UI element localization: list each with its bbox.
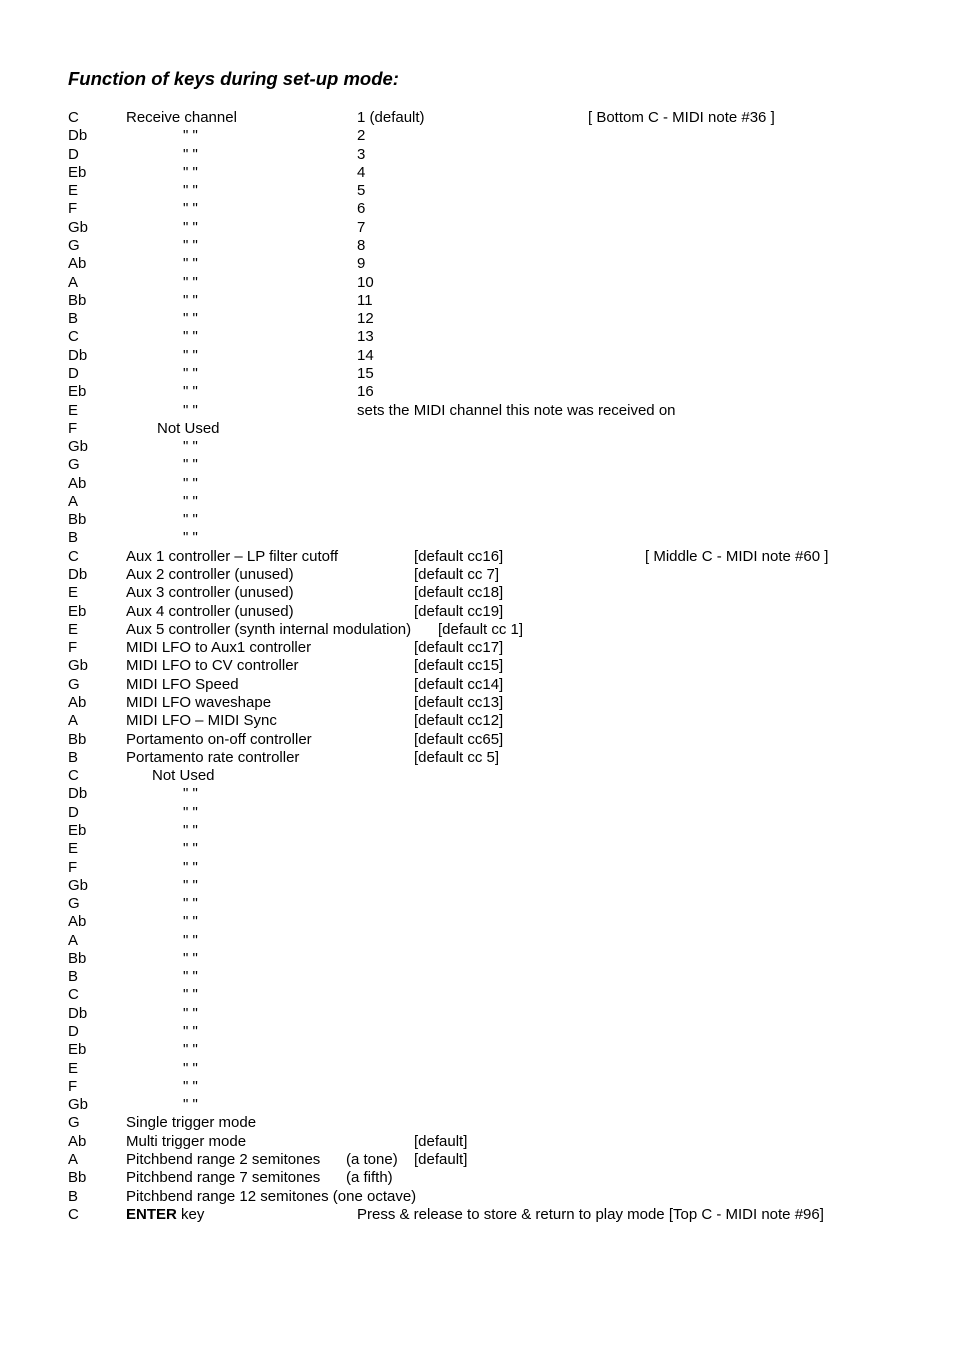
table-row	[0, 1078, 954, 1096]
note-name: E	[68, 1059, 79, 1077]
note-name: Bb	[68, 949, 87, 967]
note-name: Ab	[68, 255, 87, 273]
key-function: " "	[183, 511, 198, 529]
note-name: A	[68, 1151, 79, 1168]
table-row	[0, 822, 954, 840]
note-name: Db	[68, 127, 88, 145]
note-name: D	[68, 145, 79, 163]
key-function: Aux 2 controller (unused)	[126, 566, 294, 583]
table-row	[0, 164, 954, 182]
table-row	[0, 146, 954, 164]
note-name: Bb	[68, 511, 87, 529]
value-cell: 1 (default)	[357, 109, 425, 126]
table-row	[0, 1133, 954, 1151]
table-row	[0, 950, 954, 968]
value-cell: 11	[357, 291, 373, 309]
value-cell: 3	[357, 145, 366, 163]
table-row	[0, 712, 954, 730]
key-function: " "	[183, 840, 198, 858]
value-cell: [default cc17]	[414, 639, 504, 657]
table-row	[0, 292, 954, 310]
key-function: " "	[183, 492, 198, 510]
key-function: " "	[183, 876, 198, 894]
key-function: " "	[183, 474, 198, 492]
key-function: Aux 3 controller (unused)	[126, 584, 294, 602]
value-cell: [default cc18]	[414, 584, 504, 602]
key-function	[126, 1206, 204, 1224]
interval-note: (a tone)	[346, 1151, 398, 1168]
table-row	[0, 785, 954, 803]
note-name: Gb	[68, 876, 89, 894]
note-name: E	[68, 401, 79, 419]
table-row	[0, 548, 954, 566]
value-cell: 6	[357, 200, 366, 218]
table-row	[0, 840, 954, 858]
key-function: " "	[183, 310, 198, 328]
note-name: Bb	[68, 291, 87, 309]
key-function: " "	[183, 127, 198, 145]
key-function: " "	[183, 200, 198, 218]
note-name: C	[68, 547, 79, 565]
key-function: " "	[183, 383, 198, 401]
value-cell: sets the MIDI channel this note was received on	[357, 401, 676, 419]
table-row	[0, 1188, 954, 1206]
note-name: Bb	[68, 1169, 87, 1187]
note-name: B	[68, 1187, 79, 1205]
key-function: " "	[183, 255, 198, 273]
table-row	[0, 859, 954, 877]
note-name: Eb	[68, 602, 87, 620]
key-function: MIDI LFO waveshape	[126, 694, 272, 711]
note-name: F	[68, 200, 78, 218]
table-row	[0, 1023, 954, 1041]
table-row	[0, 694, 954, 712]
table-row	[0, 402, 954, 420]
note-name: D	[68, 1023, 79, 1040]
value-cell: [default cc12]	[414, 712, 504, 730]
key-function: MIDI LFO to Aux1 controller	[126, 639, 312, 657]
table-row	[0, 1060, 954, 1078]
table-row	[0, 237, 954, 255]
note-name: F	[68, 639, 78, 657]
key-function: " "	[183, 785, 198, 803]
table-row	[0, 566, 954, 584]
value-cell: 12	[357, 310, 374, 328]
key-function: " "	[183, 145, 198, 163]
key-function: " "	[183, 1004, 198, 1022]
note-name: C	[68, 328, 79, 346]
key-function: " "	[183, 182, 198, 200]
key-function: MIDI LFO – MIDI Sync	[126, 712, 277, 730]
key-function: Aux 4 controller (unused)	[126, 602, 294, 620]
note-name: Db	[68, 785, 88, 803]
value-cell: [default cc15]	[414, 657, 504, 675]
table-row	[0, 328, 954, 346]
note-name: E	[68, 584, 79, 602]
value-cell: Press & release to store & return to play mode [Top C - MIDI note #96]	[357, 1205, 824, 1223]
key-function: " "	[183, 968, 198, 986]
table-row	[0, 127, 954, 145]
note-name: G	[68, 456, 80, 474]
note-name: Gb	[68, 1096, 89, 1114]
value-cell: [default]	[414, 1132, 468, 1150]
note-name: B	[68, 310, 79, 328]
table-row	[0, 420, 954, 438]
key-function: " "	[183, 401, 198, 419]
value-cell: 9	[357, 255, 366, 273]
value-cell: [default cc 1]	[438, 620, 524, 638]
table-row	[0, 986, 954, 1004]
note-name: G	[68, 237, 80, 254]
note-name: E	[68, 182, 79, 200]
value-cell: [default cc19]	[414, 602, 504, 620]
key-function: MIDI LFO to CV controller	[126, 657, 299, 675]
table-row	[0, 475, 954, 493]
note-name: C	[68, 767, 79, 785]
key-function: Receive channel	[126, 109, 237, 126]
key-function: " "	[183, 163, 198, 181]
key-function: " "	[183, 237, 198, 254]
table-row	[0, 456, 954, 474]
table-row	[0, 895, 954, 913]
key-function: " "	[183, 858, 198, 876]
table-row	[0, 584, 954, 602]
table-row	[0, 383, 954, 401]
note-name: Ab	[68, 1132, 87, 1150]
key-function: " "	[183, 913, 198, 931]
note-name: A	[68, 712, 79, 730]
table-row	[0, 749, 954, 767]
note-name: F	[68, 1077, 78, 1095]
table-row	[0, 310, 954, 328]
table-row	[0, 877, 954, 895]
key-function: Not Used	[152, 767, 215, 785]
table-row	[0, 639, 954, 657]
key-function: " "	[183, 931, 198, 949]
table-row	[0, 1005, 954, 1023]
table-row	[0, 1169, 954, 1187]
note-name: C	[68, 986, 79, 1004]
key-function: " "	[183, 1041, 198, 1059]
key-function: " "	[183, 328, 198, 346]
note-name: Ab	[68, 913, 87, 931]
key-function: Portamento on-off controller	[126, 730, 312, 748]
page-title: Function of keys during set-up mode:	[68, 68, 399, 89]
note-name: Gb	[68, 657, 89, 675]
table-row	[0, 438, 954, 456]
value-cell: 15	[357, 364, 374, 382]
key-function: " "	[183, 529, 198, 547]
note-name: Db	[68, 346, 88, 364]
key-function: Aux 5 controller (synth internal modulation)	[126, 620, 412, 638]
note-name: Eb	[68, 1041, 87, 1059]
value-cell: 4	[357, 163, 366, 181]
note-name: E	[68, 620, 79, 638]
table-row	[0, 913, 954, 931]
midi-note-reference: [ Middle C - MIDI note #60 ]	[645, 547, 829, 565]
key-function: " "	[183, 1023, 198, 1040]
key-function: " "	[183, 273, 198, 291]
value-cell: 8	[357, 237, 366, 254]
key-function: " "	[183, 218, 198, 236]
table-row	[0, 621, 954, 639]
table-row	[0, 1206, 954, 1224]
enter-label: ENTER	[126, 1205, 177, 1223]
note-name: A	[68, 273, 79, 291]
table-row	[0, 1041, 954, 1059]
value-cell: 14	[357, 346, 374, 364]
key-function: Aux 1 controller – LP filter cutoff	[126, 547, 339, 565]
note-name: Bb	[68, 730, 87, 748]
note-name: B	[68, 968, 79, 986]
key-function: " "	[183, 291, 198, 309]
key-function: Not Used	[157, 419, 220, 437]
note-name: Gb	[68, 438, 89, 455]
value-cell: 13	[357, 328, 374, 346]
note-name: C	[68, 109, 79, 126]
note-name: G	[68, 1114, 80, 1132]
key-function: " "	[183, 803, 198, 821]
key-function: Pitchbend range 7 semitones	[126, 1169, 321, 1187]
note-name: B	[68, 529, 79, 547]
value-cell: [default cc16]	[414, 547, 504, 565]
key-function: Portamento rate controller	[126, 748, 300, 766]
table-row	[0, 493, 954, 511]
value-cell: [default cc 7]	[414, 566, 500, 583]
note-name: A	[68, 931, 79, 949]
note-name: Eb	[68, 821, 87, 839]
note-name: G	[68, 895, 80, 912]
value-cell: 5	[357, 182, 366, 200]
note-name: D	[68, 364, 79, 382]
table-row	[0, 1114, 954, 1132]
note-name: B	[68, 748, 79, 766]
table-row	[0, 968, 954, 986]
table-row	[0, 219, 954, 237]
key-function: " "	[183, 986, 198, 1004]
key-function: Multi trigger mode	[126, 1132, 247, 1150]
note-name: F	[68, 419, 78, 437]
table-row	[0, 767, 954, 785]
key-function: " "	[183, 949, 198, 967]
note-name: G	[68, 675, 80, 693]
note-name: A	[68, 492, 79, 510]
table-row	[0, 932, 954, 950]
note-name: E	[68, 840, 79, 858]
note-name: Db	[68, 1004, 88, 1022]
table-row	[0, 1151, 954, 1169]
table-row	[0, 657, 954, 675]
key-function: " "	[183, 364, 198, 382]
value-cell: 16	[357, 383, 374, 401]
value-cell: [default]	[414, 1151, 468, 1168]
key-function: " "	[183, 1077, 198, 1095]
table-row	[0, 676, 954, 694]
key-function: " "	[183, 1059, 198, 1077]
table-row	[0, 255, 954, 273]
table-row	[0, 731, 954, 749]
table-row	[0, 603, 954, 621]
table-row	[0, 109, 954, 127]
key-function: Pitchbend range 2 semitones	[126, 1151, 321, 1168]
value-cell: [default cc65]	[414, 730, 504, 748]
table-row	[0, 804, 954, 822]
table-row	[0, 274, 954, 292]
table-row	[0, 511, 954, 529]
interval-note: (a fifth)	[346, 1169, 393, 1187]
key-function-text: key	[176, 1205, 205, 1223]
key-function: " "	[183, 1096, 198, 1114]
note-name: D	[68, 803, 79, 821]
value-cell: 10	[357, 273, 374, 291]
note-name: F	[68, 858, 78, 876]
note-name: Eb	[68, 163, 87, 181]
key-function: " "	[183, 346, 198, 364]
key-function: " "	[183, 438, 198, 455]
key-function: " "	[183, 456, 198, 474]
note-name: Gb	[68, 218, 89, 236]
table-row	[0, 182, 954, 200]
note-name: Ab	[68, 694, 87, 711]
table-row	[0, 1096, 954, 1114]
midi-note-reference: [ Bottom C - MIDI note #36 ]	[588, 109, 775, 126]
table-row	[0, 529, 954, 547]
value-cell: 2	[357, 127, 366, 145]
table-row	[0, 347, 954, 365]
table-row	[0, 365, 954, 383]
note-name: C	[68, 1205, 79, 1223]
key-function: MIDI LFO Speed	[126, 675, 239, 693]
value-cell: [default cc13]	[414, 694, 504, 711]
value-cell: [default cc14]	[414, 675, 504, 693]
note-name: Ab	[68, 474, 87, 492]
value-cell: 7	[357, 218, 366, 236]
key-function: Single trigger mode	[126, 1114, 257, 1132]
table-row	[0, 200, 954, 218]
key-function: Pitchbend range 12 semitones (one octave)	[126, 1187, 417, 1205]
value-cell: [default cc 5]	[414, 748, 500, 766]
key-function: " "	[183, 821, 198, 839]
note-name: Db	[68, 566, 88, 583]
note-name: Eb	[68, 383, 87, 401]
key-function: " "	[183, 895, 198, 912]
